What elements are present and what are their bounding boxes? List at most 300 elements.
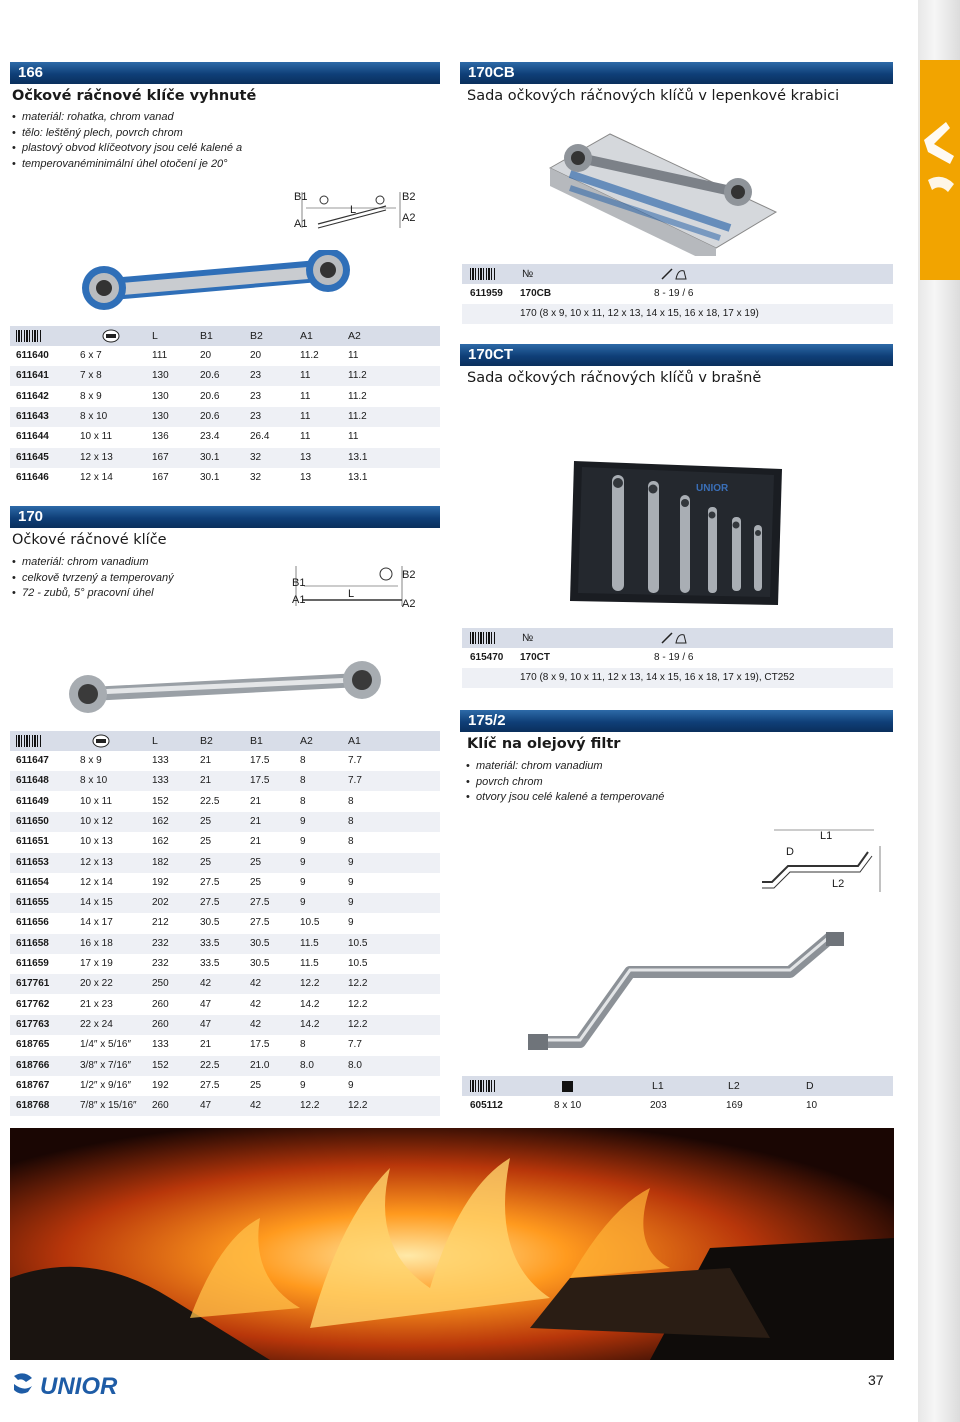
product-code: 615470: [470, 652, 504, 663]
size: 1/4″ x 5/16″: [80, 1039, 132, 1051]
table-row: [10, 893, 440, 913]
table-row: [462, 1096, 893, 1116]
table-row: [10, 974, 440, 994]
size-range: 8 - 19 / 6: [654, 288, 694, 299]
table-cell: 22.5: [200, 1059, 220, 1071]
table-cell: 17.5: [250, 755, 270, 766]
filter-key-photo: [520, 932, 860, 1056]
table-row: [10, 387, 440, 407]
bullet-item: • materiál: chrom vanadium: [466, 759, 726, 775]
table-cell: 167: [152, 471, 169, 483]
wrench-170-photo: [60, 660, 390, 714]
number-symbol: №: [522, 268, 534, 280]
table-cell: 30.1: [200, 471, 220, 483]
bullet-item: • tělo: leštěný plech, povrch chrom: [12, 126, 432, 142]
table-cell: 27.5: [200, 897, 220, 909]
table-170-header: [10, 731, 440, 751]
table-cell: 27.5: [200, 1079, 220, 1091]
size: 8 x 9: [80, 755, 102, 766]
table-cell: 26.4: [250, 431, 270, 443]
col-header: A2: [348, 330, 361, 342]
size: 20 x 22: [80, 978, 113, 990]
table-row: [10, 751, 440, 771]
table-cell: 130: [152, 410, 169, 422]
section-166-title: Očkové ráčnové klíče vyhnuté: [12, 88, 257, 104]
set-contents-icon: [660, 267, 688, 281]
table-cell: 25: [250, 856, 262, 868]
table-cell: 9: [300, 856, 306, 868]
table-cell: 7.7: [348, 1039, 362, 1051]
table-cell: 152: [152, 795, 169, 807]
table-cell: 260: [152, 1018, 169, 1030]
table-cell: 27.5: [250, 897, 270, 909]
size-range: 8 - 19 / 6: [654, 652, 694, 663]
size: 10 x 12: [80, 815, 113, 827]
section-166-code: 166: [18, 64, 44, 81]
table-cell: 111: [152, 350, 168, 361]
barcode-icon: [470, 1080, 496, 1092]
table-cell: 232: [152, 958, 169, 969]
table-cell: 11.5: [300, 937, 319, 949]
table-cell: 162: [152, 836, 169, 848]
product-code: 611645: [16, 451, 49, 463]
bullet-item: • plastový obvod klíčeotvory jsou celé kalené a: [12, 141, 432, 157]
table-cell: 250: [152, 978, 169, 990]
table-cell: 9: [348, 897, 354, 909]
table-cell: 13: [300, 471, 312, 483]
product-code: 611653: [16, 856, 49, 868]
product-code: 611640: [16, 350, 49, 361]
dim-label-b2: B2: [402, 191, 416, 203]
table-cell: 11.5: [300, 958, 319, 969]
table-cell: 8.0: [300, 1059, 314, 1071]
table-cell: 232: [152, 937, 169, 949]
product-code: 611648: [16, 775, 49, 787]
dim-label-a2: A2: [402, 212, 416, 224]
table-cell: 11.2: [348, 370, 367, 382]
table-row: [10, 995, 440, 1015]
filter-key-diagram: [748, 822, 888, 902]
size: 12 x 14: [80, 876, 113, 888]
category-badge: [920, 60, 960, 280]
table-cell: 9: [348, 917, 354, 929]
table-cell: 25: [250, 1079, 262, 1091]
square-size-icon: [562, 1081, 573, 1092]
bullet-item: • otvory jsou celé kalené a temperované: [466, 790, 726, 806]
table-cell: 23: [250, 370, 262, 382]
col-header: L2: [728, 1080, 740, 1092]
product-code: 611654: [16, 876, 49, 888]
size: 21 x 23: [80, 998, 113, 1010]
dim-label-b2: B2: [402, 569, 416, 581]
table-cell: 212: [152, 917, 169, 929]
size: 8 x 10: [554, 1100, 582, 1111]
size: 17 x 19: [80, 958, 113, 969]
table-cell: 20: [200, 350, 212, 361]
page-number: 37: [868, 1372, 884, 1388]
table-row: [10, 448, 440, 468]
barcode-icon: [470, 632, 496, 644]
table-cell: 9: [300, 815, 306, 827]
section-175-bullets: [466, 759, 726, 806]
table-cell: 9: [300, 1079, 306, 1091]
table-cell: 27.5: [200, 876, 220, 888]
size: 8 x 10: [80, 775, 108, 787]
table-cell: 9: [300, 836, 306, 848]
table-cell: 25: [200, 836, 212, 848]
table-cell: 42: [200, 978, 212, 990]
section-170-title: Očkové ráčnové klíče: [12, 532, 167, 548]
section-166-banner: [10, 62, 440, 84]
table-cell: 21: [250, 836, 262, 848]
table-cell: 21: [250, 795, 262, 807]
size: 7 x 8: [80, 370, 102, 382]
table-row: [10, 346, 440, 366]
table-row: [10, 468, 440, 488]
table-cell: 8: [348, 836, 354, 848]
size: 1/2″ x 9/16″: [80, 1079, 132, 1091]
col-header: L: [152, 735, 158, 747]
product-name: 170CT: [520, 652, 551, 663]
table-cell: 20: [250, 350, 262, 361]
product-code: 611649: [16, 795, 49, 807]
table-cell: 21.0: [250, 1059, 270, 1071]
table-cell: 9: [300, 876, 306, 888]
table-cell: 23: [250, 390, 262, 402]
product-code: 617761: [16, 978, 50, 990]
col-header: A1: [348, 735, 361, 747]
table-cell: 133: [152, 775, 169, 787]
product-code: 611650: [16, 815, 49, 827]
table-cell: 23.4: [200, 431, 220, 443]
product-code: 618766: [16, 1059, 50, 1071]
table-cell: 13.1: [348, 451, 368, 463]
product-code: 611642: [16, 390, 49, 402]
table-cell: 12.2: [348, 998, 368, 1010]
table-cell: 13: [300, 451, 312, 463]
table-cell: 10.5: [300, 917, 320, 929]
table-170ct-header: [462, 628, 893, 648]
product-code: 611647: [16, 755, 49, 766]
dim-label-l: L: [350, 204, 357, 216]
section-170cb-banner: [460, 62, 893, 84]
table-row: [10, 407, 440, 427]
size: 10 x 13: [80, 836, 113, 848]
product-code: 618767: [16, 1079, 50, 1091]
section-175-code: 175/2: [468, 712, 506, 729]
section-170-banner: [10, 506, 440, 528]
table-170cb-header: [462, 264, 893, 284]
size: 14 x 17: [80, 917, 113, 929]
table-cell: 162: [152, 815, 169, 827]
value-l1: 203: [650, 1100, 667, 1111]
table-cell: 42: [250, 978, 262, 990]
table-cell: 10.5: [348, 958, 368, 969]
product-code: 605112: [470, 1100, 503, 1111]
wrench-166-diagram: [288, 188, 438, 234]
table-cell: 21: [200, 775, 212, 787]
table-cell: 20.6: [200, 390, 220, 402]
table-cell: 32: [250, 471, 262, 483]
table-row: [10, 1076, 440, 1096]
value-d: 10: [806, 1100, 818, 1111]
table-cell: 11: [348, 431, 359, 443]
table-cell: 202: [152, 897, 169, 909]
section-170-bullets: [12, 555, 272, 602]
table-cell: 8: [300, 775, 306, 787]
dim-label-l2: L2: [832, 878, 845, 890]
col-header: A1: [300, 330, 313, 342]
table-cell: 9: [348, 876, 354, 888]
set-contents-icon: [660, 631, 688, 645]
col-header: A2: [300, 735, 313, 747]
table-row: [462, 284, 893, 304]
table-cell: 11.2: [300, 350, 319, 361]
svg-text:UNIOR: UNIOR: [696, 483, 729, 494]
size: 16 x 18: [80, 937, 113, 949]
table-cell: 17.5: [250, 775, 270, 787]
table-cell: 21: [200, 755, 212, 766]
product-code: 611659: [16, 958, 49, 969]
col-header: B1: [250, 735, 263, 747]
set-contents-row: [462, 304, 893, 324]
size: 6 x 7: [80, 350, 102, 361]
table-cell: 260: [152, 998, 169, 1010]
brand-name: UNIOR: [40, 1373, 118, 1400]
wrench-size-icon: [102, 329, 120, 343]
dim-label-a2: A2: [402, 598, 416, 610]
table-row: [10, 1056, 440, 1076]
table-cell: 11: [300, 431, 311, 443]
table-cell: 11.2: [348, 390, 367, 402]
table-175-header: [462, 1076, 893, 1096]
table-cell: 47: [200, 1018, 212, 1030]
product-code: 611651: [16, 836, 49, 848]
table-cell: 7.7: [348, 775, 362, 787]
table-cell: 22.5: [200, 795, 220, 807]
bullet-item: • 72 - zubů, 5° pracovní úhel: [12, 586, 272, 602]
table-cell: 12.2: [348, 978, 368, 990]
table-cell: 260: [152, 1100, 169, 1112]
table-cell: 12.2: [348, 1100, 368, 1112]
table-cell: 11.2: [348, 410, 367, 422]
table-cell: 25: [200, 856, 212, 868]
table-cell: 182: [152, 856, 169, 868]
section-170ct-title: Sada očkových ráčnových klíčů v brašně: [467, 370, 762, 386]
table-cell: 8: [348, 815, 354, 827]
size: 7/8″ x 15/16″: [80, 1100, 137, 1112]
product-code: 617762: [16, 998, 50, 1010]
table-166-header: [10, 326, 440, 346]
dim-label-b1: B1: [292, 577, 306, 589]
col-header: L: [152, 330, 158, 342]
size: 8 x 10: [80, 410, 108, 422]
forge-fire-photo: [10, 1128, 894, 1360]
table-cell: 133: [152, 1039, 169, 1051]
table-row: [10, 1015, 440, 1035]
table-cell: 133: [152, 755, 169, 766]
section-166-bullets: [12, 110, 432, 172]
table-row: [10, 1096, 440, 1116]
table-cell: 12.2: [348, 1018, 368, 1030]
size: 12 x 13: [80, 856, 113, 868]
product-code: 611641: [16, 370, 49, 382]
table-cell: 33.5: [200, 958, 220, 969]
barcode-icon: [16, 735, 42, 747]
table-cell: 21: [200, 1039, 212, 1051]
set-contents: 170 (8 x 9, 10 x 11, 12 x 13, 14 x 15, 16 x 18, 17 x 19), CT252: [520, 672, 795, 683]
section-170cb-code: 170CB: [468, 64, 515, 81]
col-header: D: [806, 1080, 814, 1092]
product-code: 611643: [16, 410, 49, 422]
table-cell: 130: [152, 370, 169, 382]
product-code: 611655: [16, 897, 49, 909]
bullet-item: • materiál: rohatka, chrom vanad: [12, 110, 432, 126]
product-code: 611959: [470, 288, 503, 299]
table-cell: 152: [152, 1059, 169, 1071]
table-cell: 8: [300, 795, 306, 807]
table-cell: 9: [348, 856, 354, 868]
table-cell: 9: [300, 897, 306, 909]
table-cell: 11: [300, 390, 311, 402]
size: 3/8″ x 7/16″: [80, 1059, 132, 1071]
table-cell: 27.5: [250, 917, 270, 929]
bullet-item: • temperovanéminimální úhel otočení je 20°: [12, 157, 432, 173]
size: 12 x 14: [80, 471, 113, 483]
section-170ct-banner: [460, 344, 893, 366]
table-cell: 20.6: [200, 410, 220, 422]
bullet-item: • celkově tvrzený a temperovaný: [12, 571, 272, 587]
dim-label-a1: A1: [292, 594, 306, 606]
unior-logo: [10, 1370, 150, 1400]
table-cell: 192: [152, 876, 169, 888]
table-cell: 32: [250, 451, 262, 463]
table-cell: 11: [300, 370, 311, 382]
table-row: [10, 366, 440, 386]
table-cell: 8: [348, 795, 354, 807]
table-row: [10, 792, 440, 812]
table-cell: 30.5: [250, 937, 270, 949]
table-cell: 42: [250, 1018, 262, 1030]
table-cell: 33.5: [200, 937, 220, 949]
table-cell: 30.5: [200, 917, 220, 929]
product-name: 170CB: [520, 288, 552, 299]
table-cell: 21: [250, 815, 262, 827]
product-code: 618768: [16, 1100, 50, 1112]
table-row: [10, 427, 440, 447]
number-symbol: №: [522, 632, 534, 644]
product-code: 618765: [16, 1039, 50, 1051]
product-code: 611644: [16, 431, 49, 443]
section-170cb-title: Sada očkových ráčnových klíčů v lepenkové krabici: [467, 88, 840, 104]
table-cell: 167: [152, 451, 169, 463]
table-cell: 12.2: [300, 1100, 320, 1112]
table-cell: 7.7: [348, 755, 362, 766]
table-row: [10, 812, 440, 832]
col-header: B2: [200, 735, 213, 747]
table-row: [10, 934, 440, 954]
table-cell: 8: [300, 1039, 306, 1051]
table-cell: 13.1: [348, 471, 368, 483]
size: 12 x 13: [80, 451, 113, 463]
table-row: [10, 913, 440, 933]
product-code: 611658: [16, 937, 49, 949]
col-header: B1: [200, 330, 213, 342]
bullet-item: • povrch chrom: [466, 775, 726, 791]
table-cell: 30.5: [250, 958, 270, 969]
section-175-title: Klíč na olejový filtr: [467, 736, 621, 752]
dim-label-d: D: [786, 846, 794, 858]
table-cell: 192: [152, 1079, 169, 1091]
table-cell: 130: [152, 390, 169, 402]
table-cell: 8: [300, 755, 306, 766]
size: 8 x 9: [80, 390, 102, 402]
wrench-size-icon: [92, 734, 110, 748]
col-header: B2: [250, 330, 263, 342]
table-cell: 10.5: [348, 937, 368, 949]
dim-label-a1: A1: [294, 218, 308, 230]
barcode-icon: [16, 330, 42, 342]
value-l2: 169: [726, 1100, 743, 1111]
section-170ct-code: 170CT: [468, 346, 514, 363]
table-cell: 14.2: [300, 998, 320, 1010]
dim-label-b1: B1: [294, 191, 308, 203]
table-row: [10, 954, 440, 974]
dim-label-l1: L1: [820, 830, 833, 842]
set-contents: 170 (8 x 9, 10 x 11, 12 x 13, 14 x 15, 16 x 18, 17 x 19): [520, 308, 759, 319]
table-cell: 136: [152, 431, 169, 443]
table-cell: 20.6: [200, 370, 220, 382]
set-contents-row: [462, 668, 893, 688]
table-cell: 17.5: [250, 1039, 270, 1051]
bullet-item: • materiál: chrom vanadium: [12, 555, 272, 571]
table-cell: 14.2: [300, 1018, 320, 1030]
table-cell: 47: [200, 1100, 212, 1112]
wrench-166-photo: [60, 250, 370, 320]
size: 14 x 15: [80, 897, 113, 909]
table-cell: 30.1: [200, 451, 220, 463]
table-cell: 25: [200, 815, 212, 827]
pouch-set-photo: [568, 455, 788, 615]
size: 10 x 11: [80, 431, 113, 443]
table-cell: 42: [250, 998, 262, 1010]
table-cell: 12.2: [300, 978, 320, 990]
table-row: [10, 832, 440, 852]
product-code: 617763: [16, 1018, 50, 1030]
table-cell: 47: [200, 998, 212, 1010]
box-set-photo: [540, 128, 780, 256]
table-cell: 42: [250, 1100, 262, 1112]
barcode-icon: [470, 268, 496, 280]
section-170-code: 170: [18, 508, 44, 525]
dim-label-l: L: [348, 588, 355, 600]
table-cell: 11: [300, 410, 311, 422]
table-cell: 11: [348, 350, 359, 361]
wrench-170-diagram: [290, 564, 420, 610]
size: 10 x 11: [80, 795, 113, 807]
table-cell: 9: [348, 1079, 354, 1091]
col-header: L1: [652, 1080, 664, 1092]
table-cell: 25: [250, 876, 262, 888]
table-row: [10, 853, 440, 873]
product-code: 611656: [16, 917, 49, 929]
table-row: [10, 873, 440, 893]
section-175-banner: [460, 710, 893, 732]
table-cell: 8.0: [348, 1059, 362, 1071]
table-row: [462, 648, 893, 668]
table-row: [10, 771, 440, 791]
product-code: 611646: [16, 471, 49, 483]
